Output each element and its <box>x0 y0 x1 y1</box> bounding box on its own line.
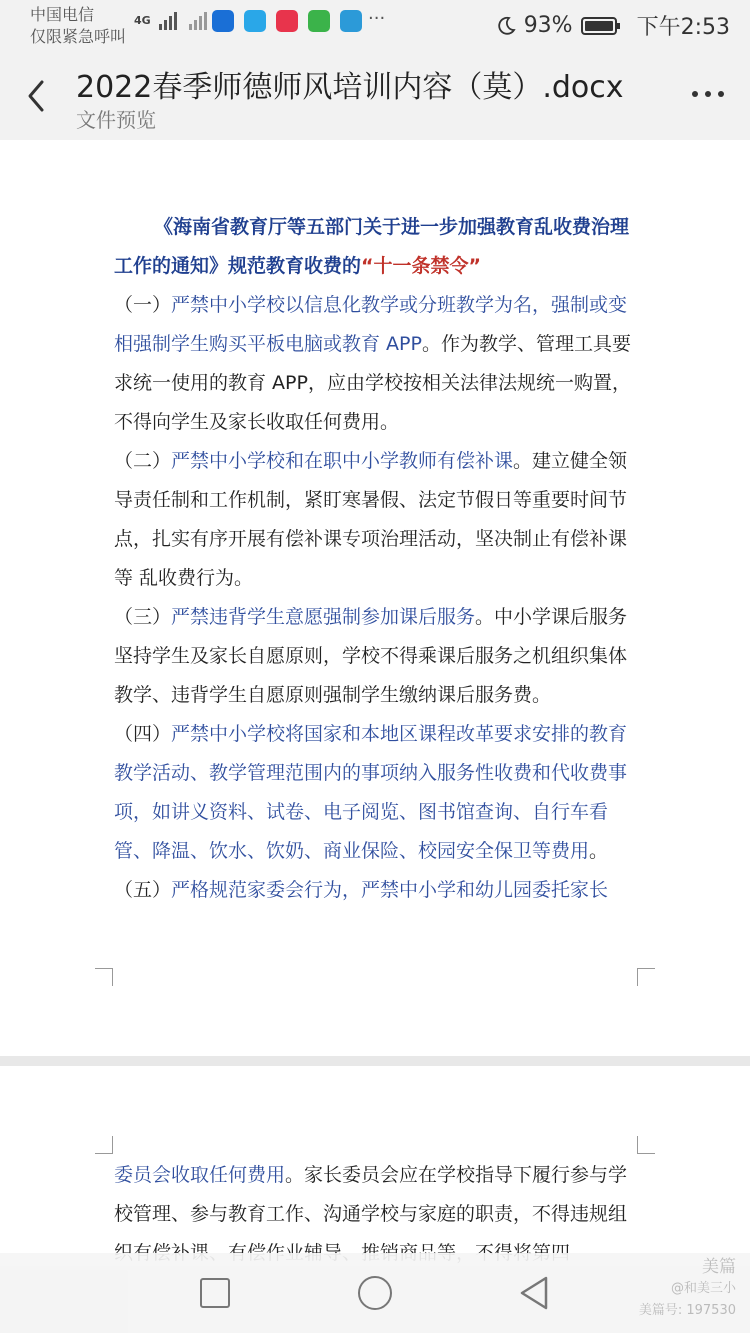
item-text: 。家长委员会应在学校指导下履行参与学校管理、参与教育工作、沟通学校与家庭的职责，不得违规组 <box>114 1164 628 1225</box>
carrier-status: 仅限紧急呼叫 <box>30 27 127 46</box>
watermark <box>626 1256 736 1322</box>
news-app-icon <box>340 10 362 32</box>
item-1 <box>114 286 634 442</box>
heading-main: 《海南省教育厅等五部门关于进一步加强教育乱收费治理工作的通知》规范教育收费的 <box>114 216 630 277</box>
item-highlight: 严禁中小学校和在职中小学教师有偿补课 <box>171 450 514 472</box>
dot-icon <box>718 91 724 97</box>
watermark-id: 美篇号: 197530 <box>638 1303 736 1318</box>
app-header <box>0 50 750 140</box>
moon-icon <box>496 16 516 36</box>
item-number: （一） <box>114 294 172 316</box>
signal-indicators <box>134 10 207 30</box>
status-bar <box>0 0 750 50</box>
crop-mark <box>637 968 655 986</box>
heading-highlight: “十一条禁令” <box>361 255 481 277</box>
item-text: 。 <box>589 840 609 862</box>
document-subtitle: 文件预览 <box>76 108 156 132</box>
home-button[interactable] <box>358 1276 392 1310</box>
network-type: 4G <box>134 13 151 27</box>
dot-icon <box>705 91 711 97</box>
signal-bars-empty-icon <box>189 10 207 30</box>
clock: 下午2:53 <box>636 15 730 40</box>
item-3 <box>114 598 634 715</box>
watermark-brand: 美篇 <box>702 1257 736 1277</box>
video-app-icon <box>276 10 298 32</box>
item-highlight: 严格规范家委会行为，严禁中小学和幼儿园委托家长 <box>171 879 609 901</box>
item-4 <box>114 715 634 871</box>
battery-percent: 93% <box>523 13 573 38</box>
item-text: 。作为教学、管理工具要 求统一使用的教育 APP，应由学校按相关法律法规统一购置，不得向学生及家长收取任何费用。 <box>114 333 631 433</box>
more-notifications-icon: ··· <box>368 8 386 29</box>
media-app-icon <box>308 10 330 32</box>
item-number: （五） <box>114 879 172 901</box>
item-text: 。建立健全领导责任制和工作机制，紧盯寒暑假、法定节假日等重要时间节 点，扎实有序开展有偿补课专项治理活动，坚决制止有偿补课等 乱收费行为。 <box>114 450 628 589</box>
item-2 <box>114 442 634 598</box>
recent-apps-button[interactable] <box>200 1278 230 1308</box>
document-heading <box>114 208 634 286</box>
dot-icon <box>692 91 698 97</box>
item-number: （三） <box>114 606 172 628</box>
watermark-author: @和美三小 <box>670 1281 736 1296</box>
document-title: 2022春季师德师风培训内容（莫）.docx <box>76 70 624 105</box>
carrier-info <box>30 4 126 48</box>
item-highlight: 严禁中小学校以信息化教学或分班教学为名，强制或变相强制学生购买平板电脑或教育 APP <box>114 294 628 355</box>
crop-mark <box>95 1136 113 1154</box>
battery-icon <box>581 16 621 36</box>
item-highlight: 严禁违背学生意愿强制参加课后服务 <box>171 606 476 628</box>
page-1-content <box>114 208 634 910</box>
carrier-name: 中国电信 <box>30 5 95 24</box>
notification-icons <box>212 10 362 32</box>
document-page-1[interactable] <box>0 140 750 1056</box>
signal-bars-icon <box>159 10 177 30</box>
document-page-2[interactable] <box>0 1066 750 1266</box>
status-right <box>496 10 730 41</box>
shield-app-icon <box>212 10 234 32</box>
crop-mark <box>637 1136 655 1154</box>
item-number: （二） <box>114 450 172 472</box>
item-highlight: 委员会收取任何费用 <box>114 1164 286 1186</box>
item-5 <box>114 871 634 910</box>
more-options-button[interactable] <box>688 84 728 104</box>
item-number: （四） <box>114 723 172 745</box>
back-button[interactable] <box>22 76 52 116</box>
crop-mark <box>95 968 113 986</box>
nav-back-button[interactable] <box>518 1275 550 1311</box>
item-text: 。中小学课后服务坚持学生及家长自愿原则，学校不得乘课后服务之机组织集体教学、违背学生自愿原则强制学生缴纳课后服务费。 <box>114 606 628 706</box>
item-highlight: 严禁中小学校将国家和本地区课程改革要求安排的教育教学活动、教学管理范围内的事项纳入服务性收费和代收费事项，如讲义资料、试卷、电子阅览、图书馆查询、自行车看管、降温、饮水、饮奶、商业保险、校园安全保卫等费用 <box>114 723 628 862</box>
browser-app-icon <box>244 10 266 32</box>
